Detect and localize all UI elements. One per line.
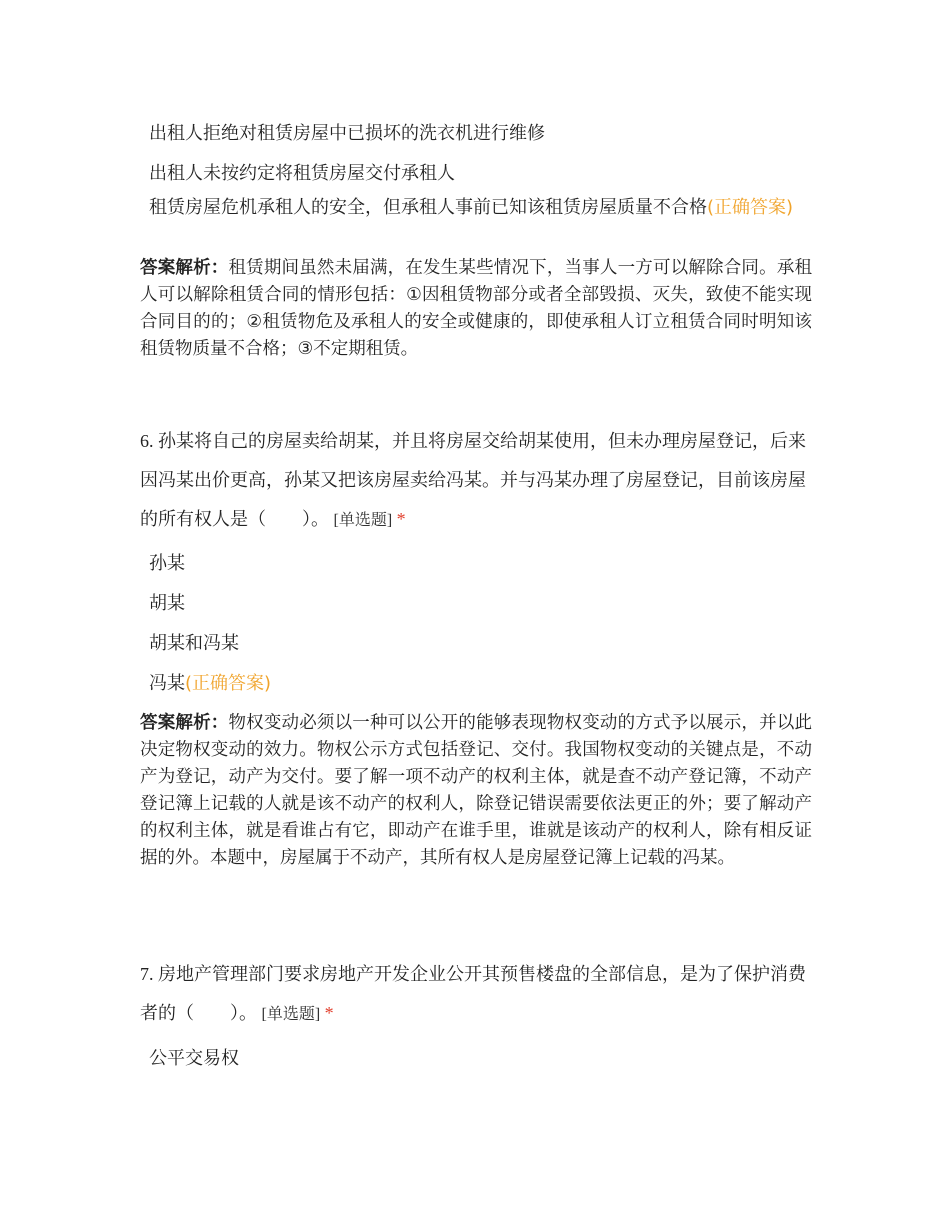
option-item[interactable] (140, 591, 185, 616)
option-label: 出租人拒绝对租赁房屋中已损坏的洗衣机进行维修 (149, 123, 545, 144)
question-number: 6. (140, 431, 154, 451)
question-type: [单选题] (261, 1006, 321, 1023)
required-marker: * (324, 1003, 334, 1023)
answer-analysis (140, 255, 812, 363)
answer-analysis (140, 710, 812, 872)
option-item[interactable] (140, 671, 271, 696)
option-label: 胡某 (149, 593, 185, 614)
option-label: 出租人未按约定将租赁房屋交付承租人 (149, 163, 455, 184)
analysis-label: 答案解析： (140, 713, 229, 733)
option-item[interactable] (140, 551, 185, 576)
option-label: 孙某 (149, 553, 185, 574)
question-text: 孙某将自己的房屋卖给胡某，并且将房屋交给胡某使用，但未办理房屋登记，后来因冯某出价更高，孙某又把该房屋卖给冯某。并与冯某办理了房屋登记，目前该房屋的所有权人是（ ）。 (140, 431, 806, 530)
option-label: 胡某和冯某 (149, 633, 239, 654)
question-type: [单选题] (333, 512, 393, 529)
option-item[interactable] (140, 121, 812, 146)
option-item[interactable] (140, 1046, 239, 1071)
analysis-text: 物权变动必须以一种可以公开的能够表现物权变动的方式予以展示，并以此决定物权变动的效力。物权公示方式包括登记、交付。我国物权变动的关键点是，不动产为登记，动产为交付。要了解一项不动产的权利主体，就是查不动产登记簿，不动产登记簿上记载的人就是该不动产的权利人，除登记错误需要依法更正的外；要了解动产的权利主体，就是看谁占有它，即动产在谁手里，谁就是该动产的权利人，除有相反证据的外。本题中，房屋属于不动产，其所有权人是房屋登记簿上记载的冯某。 (140, 713, 813, 868)
option-item[interactable] (140, 195, 812, 220)
option-label: 冯某 (149, 673, 185, 694)
correct-answer-tag: (正确答案) (707, 197, 794, 218)
question-text: 房地产管理部门要求房地产开发企业公开其预售楼盘的全部信息，是为了保护消费者的（ ）。 (140, 964, 806, 1024)
option-label: 租赁房屋危机承租人的安全，但承租人事前已知该租赁房屋质量不合格 (149, 197, 707, 218)
option-item[interactable] (140, 631, 239, 656)
analysis-label: 答案解析： (140, 258, 229, 278)
question-title (140, 422, 812, 540)
analysis-text: 租赁期间虽然未届满，在发生某些情况下，当事人一方可以解除合同。承租人可以解除租赁合同的情形包括：①因租赁物部分或者全部毁损、灭失，致使不能实现合同目的的；②租赁物危及承租人的安全或健康的，即使承租人订立租赁合同时明知该租赁物质量不合格；③不定期租赁。 (140, 258, 813, 359)
option-label: 公平交易权 (149, 1048, 239, 1069)
option-list (140, 121, 812, 146)
option-item[interactable] (140, 161, 812, 186)
correct-answer-tag: (正确答案) (185, 673, 272, 694)
question-number: 7. (140, 964, 154, 984)
question-title (140, 955, 812, 1034)
required-marker: * (396, 509, 406, 529)
